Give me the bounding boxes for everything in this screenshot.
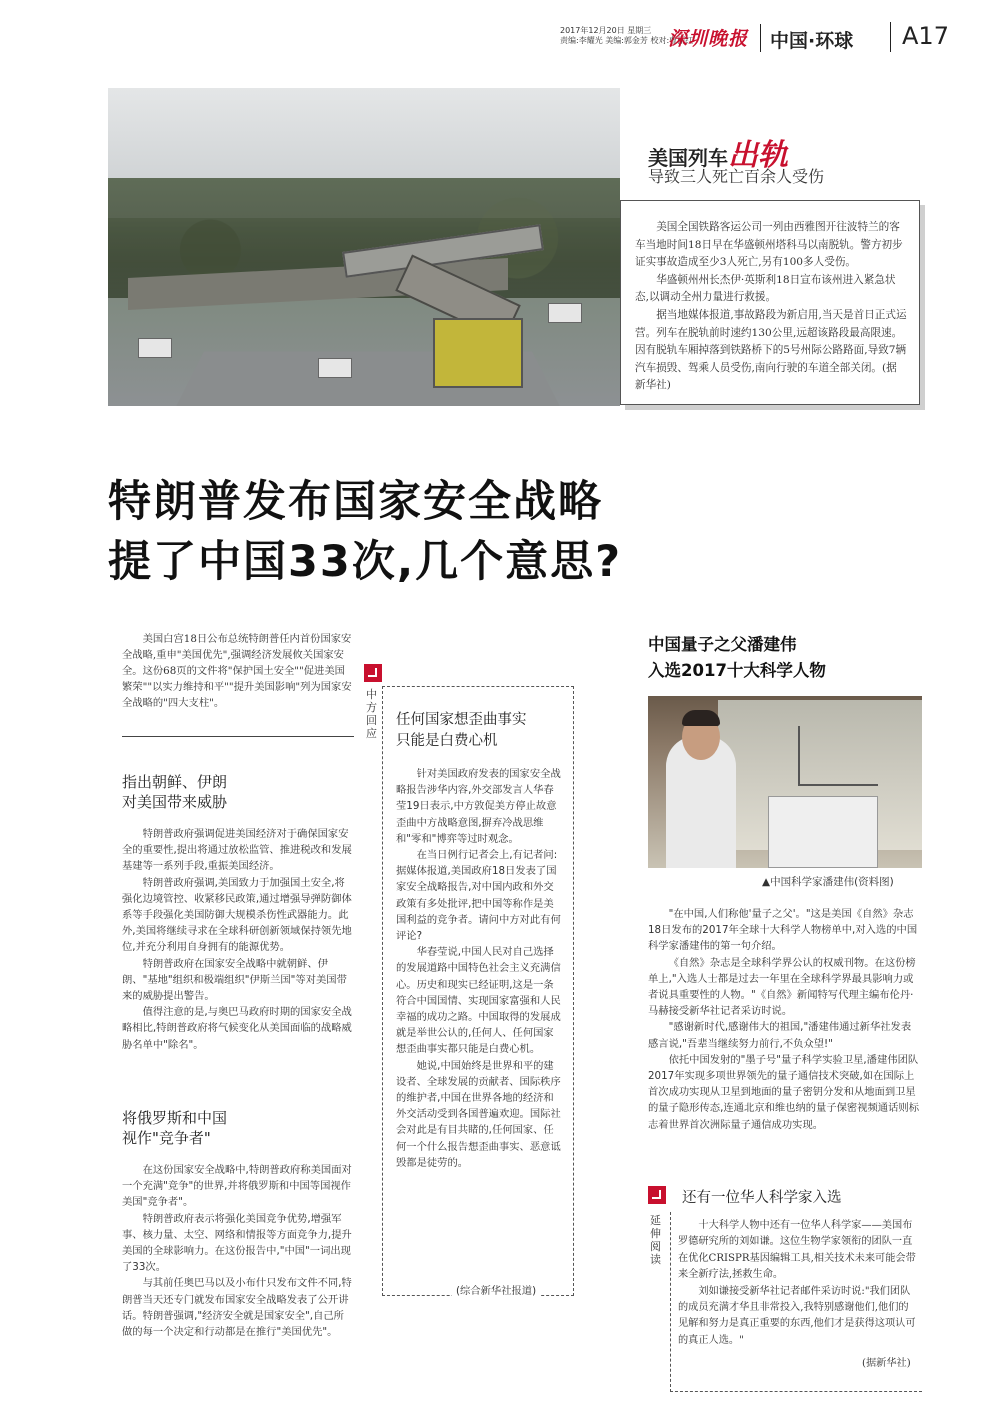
arrow-down-right-icon <box>648 1186 666 1204</box>
page-number: A17 <box>902 22 949 50</box>
paragraph: 依托中国发射的"墨子号"量子科学实验卫星,潘建伟团队2017年实现多项世界领先的量子通信技术突破,如在国际上首次成功实现从卫星到地面的量子密钥分发和从地面到卫星的量子隐形传态,连通北京和维也纳的量子保密视频通话则标志着世界首次洲际量子通信成功实现。 <box>648 1053 919 1131</box>
paragraph: 华春莹说,中国人民对自己选择的发展道路中国特色社会主义充满信心。历史和现实已经证明,这是一条符合中国国情、实现国家富强和人民幸福的成功之路。中国取得的发展成就是举世公认的,任何人、任何国家想歪曲事实都只能是白费心机。 <box>396 946 561 1056</box>
paragraph: 《自然》杂志是全球科学界公认的权威刊物。在这份榜单上,"入选人士都是过去一年里在全球科学界最具影响力或者说具重要性的人物。"《自然》新闻特写代理主编布伦丹·马赫接受新华社记者采访时说。 <box>648 956 916 1018</box>
subheading <box>122 1108 227 1148</box>
extended-reading-heading: 还有一位华人科学家入选 <box>682 1190 842 1206</box>
train-title-prefix: 美国列车 <box>648 146 728 170</box>
article-column <box>122 1162 354 1340</box>
china-response-heading <box>396 710 566 752</box>
photo-vehicle <box>548 303 582 323</box>
paragraph: 特朗普政府在国家安全战略中就朝鲜、伊朗、"基地"组织和极端组织"伊斯兰国"等对美国带来的威胁提出警告。 <box>122 957 347 1003</box>
masthead-divider <box>890 22 891 52</box>
main-headline-line1: 特朗普发布国家安全战略 <box>108 477 603 527</box>
paragraph: 针对美国政府发表的国家安全战略报告涉华内容,外交部发言人华春莹19日表示,中方敦促美方停止故意歪曲中方战略意图,摒弃冷战思维和"零和"博弈等过时观念。 <box>396 768 561 845</box>
article-lead: 美国白宫18日公布总统特朗普任内首份国家安全战略,重申"美国优先",强调经济发展攸关国家安全。这份68页的文件将"保护国土安全""促进美国繁荣""以实力维持和平""提升美国影响"列为国家安全战略的"四大支柱"。 <box>122 633 352 709</box>
photo-caption: ▲中国科学家潘建伟(资料图) <box>762 876 894 888</box>
main-headline-line2: 提了中国33次,几个意思? <box>108 537 623 587</box>
subheading <box>122 772 227 812</box>
paragraph: 她说,中国始终是世界和平的建设者、全球发展的贡献者、国际秩序的维护者,中国在世界各地的经济和外交活动受到各国普遍欢迎。国际社会对此是有目共睹的,任何国家、任何一个什么报告想歪曲事实、恶意诋毁都是徒劳的。 <box>396 1059 561 1169</box>
photo-truck <box>433 318 523 388</box>
photo-vehicle <box>138 338 172 358</box>
photo-slide-graph <box>798 726 878 786</box>
masthead-divider <box>760 24 761 52</box>
paragraph: 十大科学人物中还有一位华人科学家——美国布罗德研究所的刘如谦。这位生物学家领衔的团队一直在优化CRISPR基因编辑工具,相关技术未来可能会带来全新疗法,拯救生命。 <box>678 1220 916 1281</box>
paragraph: "在中国,人们称他'量子之父'。"这是美国《自然》杂志18日发布的2017年全球十大科学人物榜单中,对入选的中国科学家潘建伟的第一句介绍。 <box>648 908 918 953</box>
source-credit: (综合新华社报道) <box>452 1282 540 1297</box>
newspaper-logo: 深圳晚报 <box>668 28 749 50</box>
quantum-headline <box>648 632 826 684</box>
paragraph: 值得注意的是,与奥巴马政府时期的国家安全战略相比,特朗普政府将气候变化从美国面临的战略威胁名单中"除名"。 <box>122 1006 352 1051</box>
paragraph: 美国全国铁路客运公司一列由西雅图开往波特兰的客车当地时间18日早在华盛顿州塔科马以南脱轨。警方初步证实事故造成至少3人死亡,另有100多人受伤。 <box>635 221 903 269</box>
extended-reading-text <box>678 1218 918 1349</box>
train-title-emphasis: 出轨 <box>728 138 788 173</box>
article-column <box>122 826 354 1053</box>
paragraph: 刘如谦接受新华社记者邮件采访时说:"我们团队的成员充满才华且非常投入,我特别感谢他们,他们的见解和努力是真正重要的东西,他们才是获得这项认可的真正人选。" <box>678 1285 916 1346</box>
china-response-tag: 中方回应 <box>366 688 377 740</box>
paragraph: "感谢新时代,感谢伟大的祖国,"潘建伟通过新华社发表感言说,"吾辈当继续努力前行,不负众望!" <box>648 1021 912 1050</box>
train-story-subtitle: 导致三人死亡百余人受伤 <box>648 167 825 186</box>
headline-line: 入选2017十大科学人物 <box>648 661 826 680</box>
train-derailment-photo <box>108 88 620 406</box>
china-response-text <box>396 766 564 1171</box>
extended-reading-tag: 延伸阅读 <box>650 1214 661 1266</box>
scientist-photo <box>648 696 922 868</box>
heading-line: 只能是白费心机 <box>396 733 498 749</box>
section-name: 中国·环球 <box>770 30 854 52</box>
paragraph: 与其前任奥巴马以及小布什只发布文件不同,特朗普当天还专门就发布国家安全战略发表了公开讲话。特朗普强调,"经济安全就是国家安全",自己所做的每一个决定和行动都是在推行"美国优先"。 <box>122 1277 352 1339</box>
photo-vehicle <box>318 358 352 378</box>
quantum-article <box>648 906 920 1133</box>
paragraph: 特朗普政府强调,美国致力于加强国土安全,将强化边境管控、收紧移民政策,通过增强导弹防御体系等手段强化美国防御大规模杀伤性武器能力。此外,美国将继续寻求在全球科研创新领域保持领先地位,并充分利用自身拥有的能源优势。 <box>122 876 352 954</box>
lead-underline <box>122 736 354 737</box>
heading-line: 任何国家想歪曲事实 <box>396 712 527 728</box>
train-story-box <box>620 200 920 405</box>
paragraph: 华盛顿州州长杰伊·英斯利18日宣布该州进入紧急状态,以调动全州力量进行救援。 <box>635 273 896 304</box>
subheading-line: 指出朝鲜、伊朗 <box>122 773 228 791</box>
editor-credits: 责编:李耀光 美编:郭金芳 校对:曹丽红 <box>560 36 694 45</box>
subheading-line: 视作"竞争者" <box>122 1129 211 1147</box>
headline-line: 中国量子之父潘建伟 <box>648 635 797 654</box>
paragraph: 特朗普政府强调促进美国经济对于确保国家安全的重要性,提出将通过放松监管、推进税改和发展基建等一系列手段,重振美国经济。 <box>122 828 352 873</box>
paragraph: 据当地媒体报道,事故路段为新启用,当天是首日正式运营。列车在脱轨前时速约130公里,远超该路段最高限速。因有脱轨车厢掉落到铁路桥下的5号州际公路路面,导致7辆汽车损毁、驾乘人员受伤,南向行驶的车道全部关闭。(据新华社) <box>635 308 907 392</box>
source-credit: (据新华社) <box>862 1358 911 1369</box>
photo-speaker-hair <box>682 710 720 726</box>
issue-date: 2017年12月20日 星期三 <box>560 26 652 35</box>
subheading-line: 对美国带来威胁 <box>122 793 228 811</box>
subheading-line: 将俄罗斯和中国 <box>122 1109 228 1127</box>
arrow-down-right-icon <box>364 664 382 682</box>
paragraph: 在当日例行记者会上,有记者问:据媒体报道,美国政府18日发表了国家安全战略报告,对中国内政和外交政策有多处批评,把中国等称作是美国利益的竞争者。请问中方对此有何评论? <box>396 849 561 943</box>
paragraph: 特朗普政府表示将强化美国竞争优势,增强军事、核力量、太空、网络和情报等方面竞争力,提升美国的全球影响力。在这份报告中,"中国"一词出现了33次。 <box>122 1212 352 1274</box>
paragraph: 在这份国家安全战略中,特朗普政府称美国面对一个充满"竞争"的世界,并将俄罗斯和中国等国视作美国"竞争者"。 <box>122 1164 352 1209</box>
photo-podium <box>768 796 878 868</box>
